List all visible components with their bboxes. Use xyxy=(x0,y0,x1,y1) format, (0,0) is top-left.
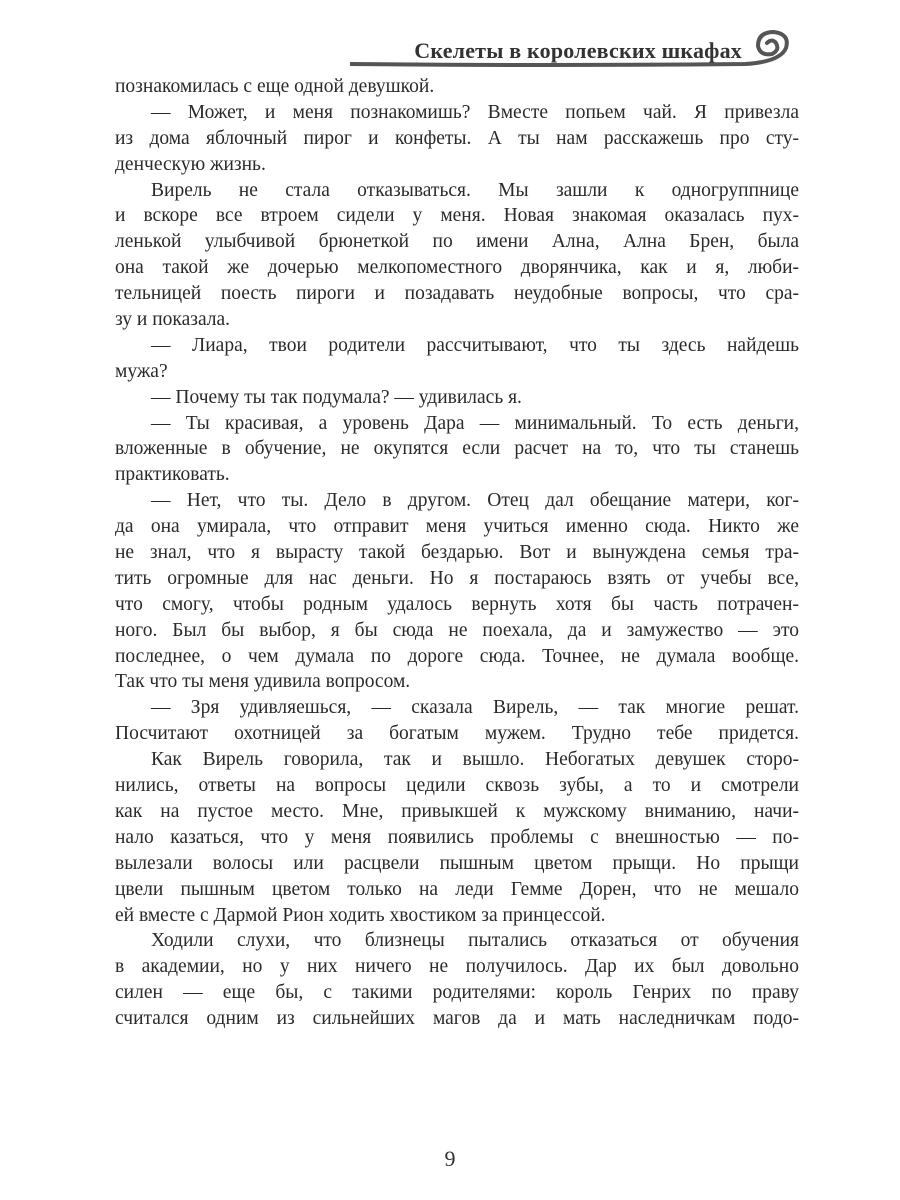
text-line: денческую жизнь. xyxy=(115,153,266,175)
text-line: Так что ты меня удивила вопросом. xyxy=(115,671,411,693)
text-line: вложенные в обучение, не окупятся если расчет на то, что ты станешь xyxy=(115,438,799,460)
text-line: Посчитают охотницей за богатым мужем. Трудно тебе придется. xyxy=(115,723,799,745)
text-line: нились, ответы на вопросы цедили сквозь зубы, а то и смотрели xyxy=(115,775,799,797)
text-line: тить огромные для нас деньги. Но я постараюсь взять от учебы все, xyxy=(115,567,799,589)
text-line: что смогу, чтобы родным удалось вернуть хотя бы часть потрачен- xyxy=(115,593,799,615)
text-line: — Лиара, твои родители рассчитывают, что ты здесь найдешь xyxy=(151,334,799,356)
text-line: да она умирала, что отправит меня учиться именно сюда. Никто же xyxy=(115,516,799,538)
text-line: — Зря удивляешься, — сказала Вирель, — так многие решат. xyxy=(151,697,799,719)
text-line: в академии, но у них ничего не получилось. Дар их был довольно xyxy=(115,956,799,978)
text-line: Как Вирель говорила, так и вышло. Небогатых девушек сторо- xyxy=(151,749,799,771)
text-line: ей вместе с Дармой Рион ходить хвостиком за принцессой. xyxy=(115,904,606,926)
text-line: считался одним из сильнейших магов да и мать наследничкам подо- xyxy=(115,1008,799,1030)
text-line: силен — еще бы, с такими родителями: король Генрих по праву xyxy=(115,982,799,1004)
text-line: — Нет, что ты. Дело в другом. Отец дал обещание матери, ког- xyxy=(151,490,799,512)
text-line: зу и показала. xyxy=(115,309,231,331)
text-line: Ходили слухи, что близнецы пытались отказаться от обучения xyxy=(151,930,799,952)
text-line: и вскоре все втроем сидели у меня. Новая знакомая оказалась пух- xyxy=(115,205,799,227)
text-line: нало казаться, что у меня появились проблемы с внешностью — по- xyxy=(115,826,799,848)
text-line: Вирель не стала отказываться. Мы зашли к одногруппнице xyxy=(151,179,799,201)
running-title: Скелеты в королевских шкафах xyxy=(414,38,742,63)
text-line: — Почему ты так подумала? — удивилась я. xyxy=(151,386,522,408)
text-line: не знал, что я вырасту такой бездарью. Вот и вынуждена семья тра- xyxy=(115,542,799,564)
text-line: практиковать. xyxy=(115,464,230,486)
text-line: ного. Был бы выбор, я бы сюда не поехала, да и замужество — это xyxy=(115,619,799,641)
text-line: — Может, и меня познакомишь? Вместе попьем чай. Я привезла xyxy=(151,101,799,123)
body-text xyxy=(115,74,799,1032)
text-line: как на пустое место. Мне, привыкшей к мужскому вниманию, начи- xyxy=(115,800,799,822)
text-line: цвели пышным цветом только на леди Гемме Дорен, что не мешало xyxy=(115,878,799,900)
text-line: познакомилась с еще одной девушкой. xyxy=(115,76,435,97)
page-number: 9 xyxy=(444,1146,456,1171)
text-line: — Ты красивая, а уровень Дара — минимальный. То есть деньги, xyxy=(151,412,799,434)
text-line: ленькой улыбчивой брюнеткой по имени Ална, Ална Брен, была xyxy=(115,231,799,253)
text-line: тельницей поесть пироги и позадавать неудобные вопросы, что сра- xyxy=(115,283,799,305)
text-line: мужа? xyxy=(115,360,168,382)
text-line: вылезали волосы или расцвели пышным цветом прыщи. Но прыщи xyxy=(115,852,799,874)
text-line: она такой же дочерью мелкопоместного дворянчика, как и я, люби- xyxy=(115,257,799,279)
text-line: из дома яблочный пирог и конфеты. А ты нам расскажешь про сту- xyxy=(115,127,799,149)
text-line: последнее, о чем думала по дороге сюда. Точнее, не думала вообще. xyxy=(115,645,799,667)
